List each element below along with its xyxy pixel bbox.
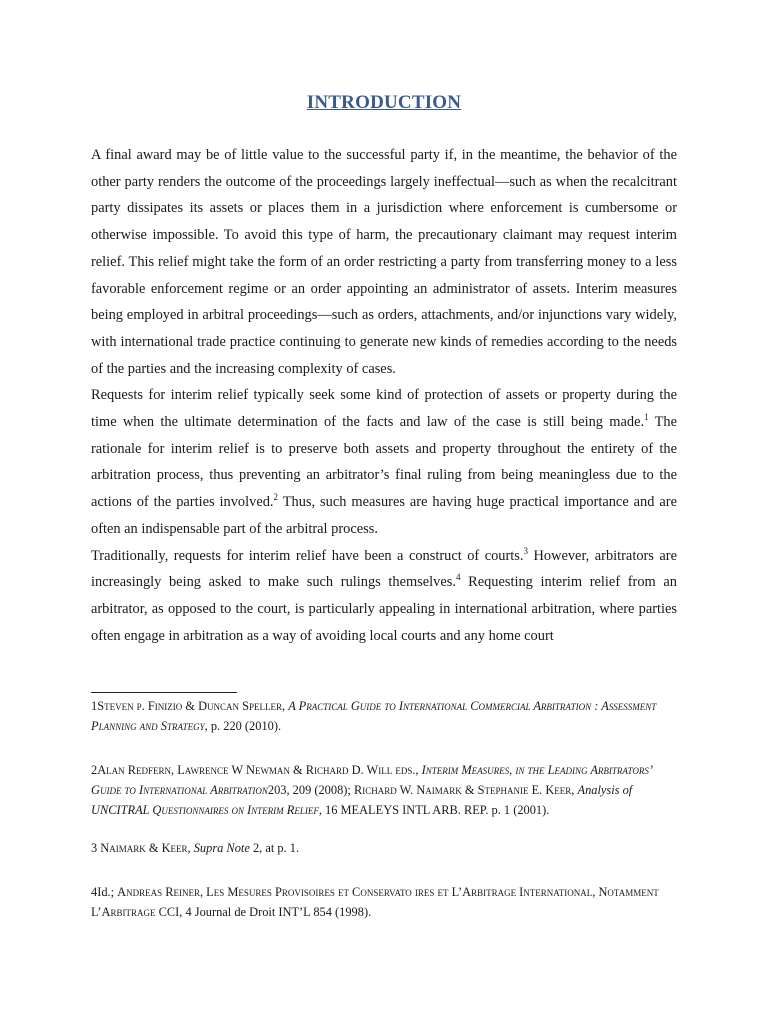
paragraph-3-text-c: Requesting interim relief from an arbitrator, as opposed to the court, is particularly appealing in international arbitration, where parties often engage in arbitration as a way of avoiding local courts and any home court [91, 574, 677, 644]
footnote-3-number: 3 [91, 841, 98, 855]
footnote-2-work-2a: Analysis of UNCITRAL [91, 783, 633, 817]
footnote-ref-1[interactable]: 1 [644, 412, 649, 423]
footnote-4-citation: CCI, 4 Journal de Droit INT’L 854 (1998). [155, 905, 372, 919]
footnote-4-prefix: Id.; [97, 885, 118, 899]
footnote-2-citation-2: , 16 MEALEYS INTL ARB. REP. p. 1 (2001). [318, 803, 550, 817]
footnote-4 [91, 882, 677, 922]
footnote-2-authors-2: Richard W. Naimark & Stephanie E. Keer, [353, 783, 578, 797]
footnote-3-work: Supra Note [193, 841, 250, 855]
footnote-2 [91, 760, 677, 820]
footnote-1-authors: Steven p. Finizio & Duncan Speller, [97, 699, 289, 713]
paragraph-1 [91, 142, 677, 382]
footnote-divider [91, 692, 237, 693]
footnote-1-number: 1 [91, 699, 98, 713]
footnote-3-citation: 2, at p. 1. [249, 841, 300, 855]
footnote-2-number: 2 [91, 763, 98, 777]
footnote-4-number: 4 [91, 885, 98, 899]
footnote-2-citation: 203, 209 (2008); [267, 783, 354, 797]
paragraph-3-text-a: Traditionally, requests for interim relief have been a construct of courts. [91, 547, 524, 564]
footnote-1-work: A Practical Guide to International Commercial Arbitration : Assessment Planning and Strategy [91, 699, 657, 733]
paragraph-2-text-b: The rationale for interim relief is to preserve both assets and property throughout the entirety of the arbitration process, thus preventing an arbitrator’s final ruling from being meaningless due to the actions of the parties involved. [91, 414, 677, 511]
footnote-3 [91, 838, 677, 858]
paragraph-2-text-a: Requests for interim relief typically seek some kind of protection of assets or property during the time when the ultimate determination of the facts and law of the case is still being made. [91, 387, 677, 431]
footnote-4-authors: Andreas Reiner, Les Mesures Provisoires et Conservato ires et L’Arbitrage International, Notamment L’Arbitrage [91, 885, 659, 919]
footnote-2-authors: Alan Redfern, Lawrence W Newman & Richard D. Will eds., [97, 763, 422, 777]
body-text [91, 142, 677, 649]
footnote-2-work-2b: Questionnaires on Interim Relief [152, 803, 319, 817]
footnote-1-citation: , p. 220 (2010). [204, 719, 282, 733]
page-title: INTRODUCTION [306, 92, 462, 113]
footnote-ref-4[interactable]: 4 [455, 572, 461, 583]
paragraph-3 [91, 543, 677, 650]
footnote-2-work: Interim Measures, in the Leading Arbitrators’ Guide to International Arbitration [91, 763, 652, 797]
paragraph-2 [91, 382, 677, 542]
paragraph-1-text: A final award may be of little value to the successful party if, in the meantime, the behavior of the other party renders the outcome of the proceedings largely ineffectual—such as when the recalcitrant party dissipates its assets or places them in a jurisdiction where enforcement is cumbersome or otherwise impossible. To avoid this type of harm, the precautionary claimant may request interim relief. This relief might take the form of an order restricting a party from transferring money to a less favorable enforcement regime or an order appointing an administrator of assets. Interim measures being employed in arbitral proceedings—such as orders, attachments, and/or injunctions vary widely, with international trade practice continuing to generate new kinds of remedies according to the needs of the parties and the increasing complexity of cases. [91, 147, 677, 377]
paragraph-3-text-b: However, arbitrators are increasingly being asked to make such rulings themselves. [91, 547, 677, 591]
footnote-ref-3[interactable]: 3 [523, 545, 528, 556]
paragraph-2-text-c: Thus, such measures are having huge practical importance and are often an indispensable part of the arbitral process. [91, 494, 677, 537]
footnote-ref-2[interactable]: 2 [273, 492, 278, 503]
footnote-1 [91, 696, 677, 736]
footnote-3-authors: Naimark & Keer, [97, 841, 194, 855]
